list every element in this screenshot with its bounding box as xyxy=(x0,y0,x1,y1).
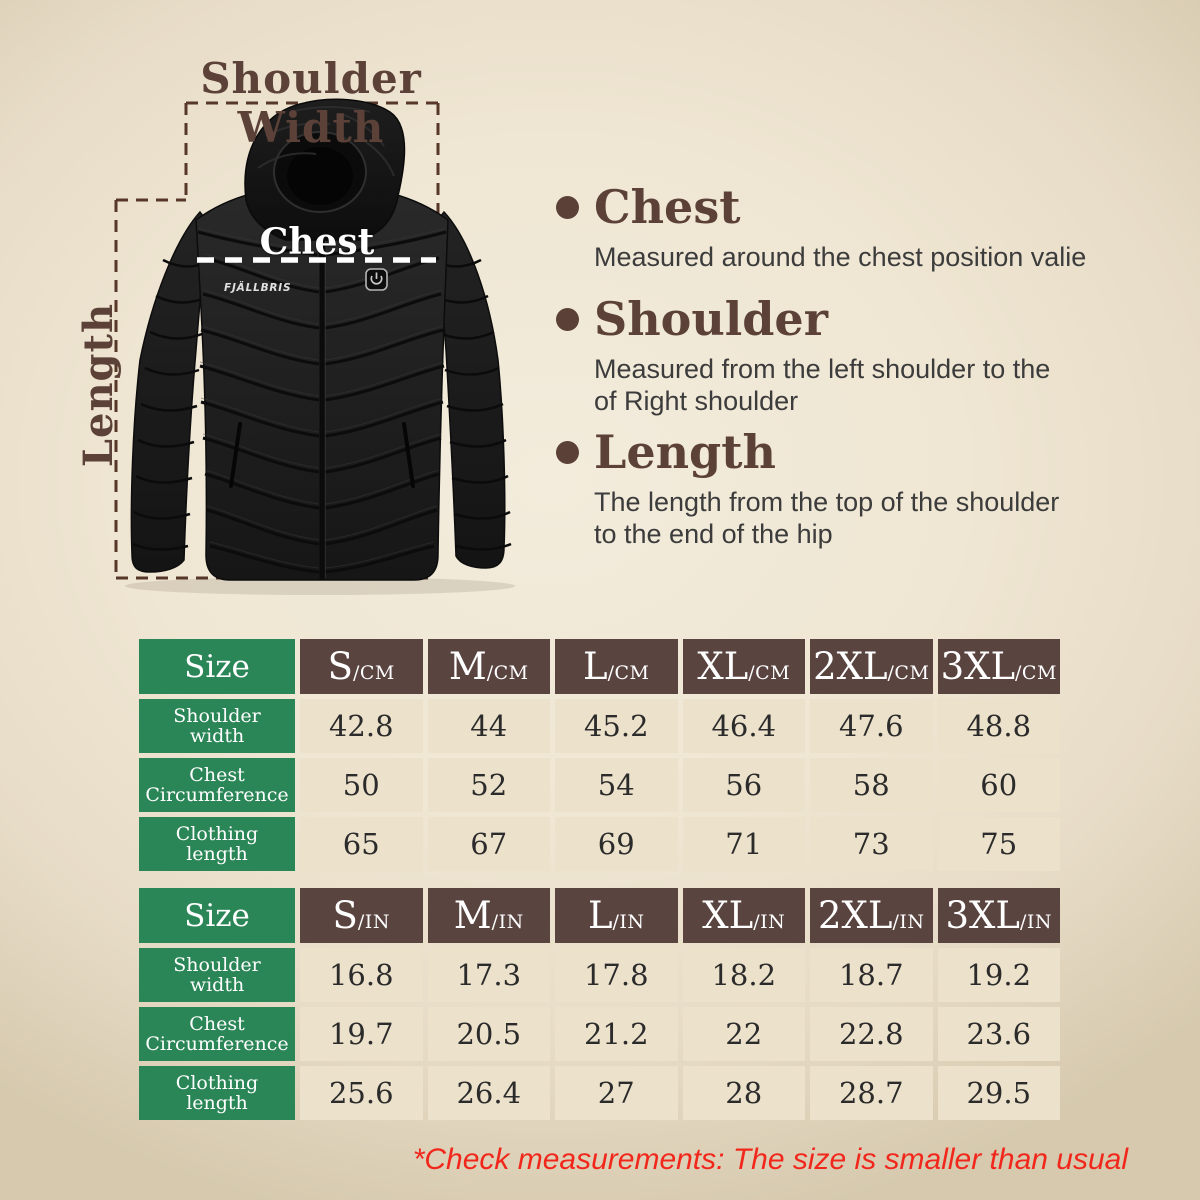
table-cell: 27 xyxy=(555,1066,678,1120)
chest-line-label: Chest xyxy=(259,221,375,263)
size-table-in xyxy=(139,888,1060,1120)
col-header-3xl-in: 3XL/IN xyxy=(938,888,1061,943)
table-cell: 26.4 xyxy=(428,1066,551,1120)
table-cell: 50 xyxy=(300,758,423,812)
table-cell: 28 xyxy=(683,1066,806,1120)
col-header-l-cm: L/CM xyxy=(555,639,678,694)
col-header-xl-in: XL/IN xyxy=(683,888,806,943)
definition-length xyxy=(556,425,1156,551)
col-header-m-in: M/IN xyxy=(428,888,551,943)
table-cell: 44 xyxy=(428,699,551,753)
definition-title: Shoulder xyxy=(594,292,828,346)
table-cell: 22.8 xyxy=(810,1007,933,1061)
col-header-2xl-in: 2XL/IN xyxy=(810,888,933,943)
table-cell: 75 xyxy=(938,817,1061,871)
definition-title: Length xyxy=(594,425,776,479)
row-header-shoulder-width: Shoulder width xyxy=(139,948,295,1002)
table-cell: 17.3 xyxy=(428,948,551,1002)
table-cell: 60 xyxy=(938,758,1061,812)
table-cell: 48.8 xyxy=(938,699,1061,753)
table-cell: 28.7 xyxy=(810,1066,933,1120)
table-cell: 42.8 xyxy=(300,699,423,753)
definition-description: Measured around the chest position valie xyxy=(594,242,1087,272)
bullet-icon xyxy=(556,196,579,219)
col-header-2xl-cm: 2XL/CM xyxy=(810,639,933,694)
col-header-l-in: L/IN xyxy=(555,888,678,943)
col-header-3xl-cm: 3XL/CM xyxy=(938,639,1061,694)
bullet-icon xyxy=(556,308,579,331)
definition-shoulder xyxy=(556,292,1156,418)
row-header-clothing-length: Clothing length xyxy=(139,1066,295,1120)
table-cell: 18.2 xyxy=(683,948,806,1002)
table-cell: 65 xyxy=(300,817,423,871)
size-table-cm xyxy=(139,639,1060,871)
table-cell: 69 xyxy=(555,817,678,871)
table-cell: 23.6 xyxy=(938,1007,1061,1061)
col-header-s-in: S/IN xyxy=(300,888,423,943)
definition-description: The length from the top of the shoulder to the end of the hip xyxy=(594,487,1060,550)
table-cell: 17.8 xyxy=(555,948,678,1002)
shoulder-width-label: Shoulder Width xyxy=(200,54,422,152)
table-cell: 25.6 xyxy=(300,1066,423,1120)
table-cell: 47.6 xyxy=(810,699,933,753)
size-corner-header: Size xyxy=(139,639,295,694)
table-cell: 45.2 xyxy=(555,699,678,753)
table-cell: 16.8 xyxy=(300,948,423,1002)
col-header-xl-cm: XL/CM xyxy=(683,639,806,694)
length-axis-label: Length xyxy=(74,302,122,468)
definition-chest xyxy=(556,180,1156,273)
row-header-shoulder-width: Shoulder width xyxy=(139,699,295,753)
definition-title: Chest xyxy=(594,180,741,234)
col-header-m-cm: M/CM xyxy=(428,639,551,694)
table-cell: 19.2 xyxy=(938,948,1061,1002)
power-button-icon xyxy=(366,269,387,290)
definition-description: Measured from the left shoulder to the of Right shoulder xyxy=(594,354,1051,417)
row-header-chest-circumference: Chest Circumference xyxy=(139,758,295,812)
table-cell: 29.5 xyxy=(938,1066,1061,1120)
table-cell: 46.4 xyxy=(683,699,806,753)
table-cell: 21.2 xyxy=(555,1007,678,1061)
row-header-chest-circumference: Chest Circumference xyxy=(139,1007,295,1061)
table-cell: 52 xyxy=(428,758,551,812)
table-cell: 67 xyxy=(428,817,551,871)
table-cell: 58 xyxy=(810,758,933,812)
size-corner-header: Size xyxy=(139,888,295,943)
size-warning-note: *Check measurements: The size is smaller than usual xyxy=(412,1143,1128,1176)
table-cell: 56 xyxy=(683,758,806,812)
table-cell: 19.7 xyxy=(300,1007,423,1061)
bullet-icon xyxy=(556,441,579,464)
table-cell: 73 xyxy=(810,817,933,871)
jacket-illustration xyxy=(125,99,515,595)
table-cell: 20.5 xyxy=(428,1007,551,1061)
row-header-clothing-length: Clothing length xyxy=(139,817,295,871)
table-cell: 22 xyxy=(683,1007,806,1061)
table-cell: 71 xyxy=(683,817,806,871)
table-cell: 18.7 xyxy=(810,948,933,1002)
table-cell: 54 xyxy=(555,758,678,812)
col-header-s-cm: S/CM xyxy=(300,639,423,694)
jacket-logo: FJÄLLBRIS xyxy=(224,282,292,294)
